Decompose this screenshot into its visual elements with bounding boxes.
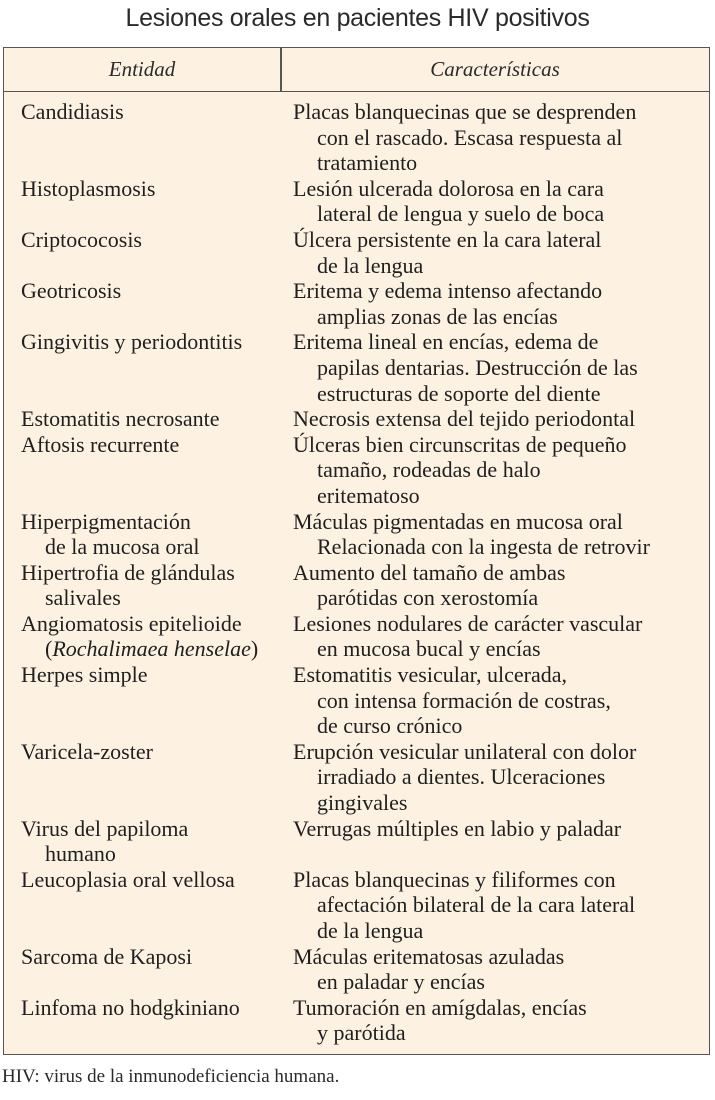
characteristics-cell <box>276 227 708 278</box>
table-row <box>4 662 709 739</box>
characteristics-text: Aumento del tamaño de ambas <box>293 559 566 585</box>
entity-cell <box>4 432 276 509</box>
header-entity: Entidad <box>108 57 176 81</box>
characteristics-cell <box>276 509 708 560</box>
table-row <box>4 176 709 227</box>
characteristics-text: lateral de lengua y suelo de boca <box>317 201 605 227</box>
entity-cell <box>4 227 276 278</box>
table-row <box>4 611 709 662</box>
lesions-table <box>3 47 710 1055</box>
entity-cell <box>4 278 276 329</box>
characteristics-cell <box>276 867 708 944</box>
table-header <box>4 48 709 92</box>
table-row <box>4 739 709 816</box>
entity-text: Hipertrofia de glándulas <box>21 559 235 585</box>
entity-text: Varicela-zoster <box>21 738 153 764</box>
characteristics-text: irradiado a dientes. Ulceraciones <box>317 764 606 790</box>
table-row <box>4 406 709 432</box>
characteristics-text: Máculas eritematosas azuladas <box>293 943 565 969</box>
entity-cell <box>4 560 276 611</box>
characteristics-cell <box>276 816 708 867</box>
entity-text: de la mucosa oral <box>45 534 200 560</box>
characteristics-cell <box>276 176 708 227</box>
entity-cell <box>4 816 276 867</box>
characteristics-text: tamaño, rodeadas de halo <box>317 457 541 483</box>
entity-text: Sarcoma de Kaposi <box>21 943 193 969</box>
characteristics-text: Eritema y edema intenso afectando <box>293 278 603 304</box>
table-row <box>4 99 709 176</box>
characteristics-text: con el rascado. Escasa respuesta al <box>317 124 623 150</box>
entity-text: Leucoplasia oral vellosa <box>21 866 235 892</box>
table-row <box>4 995 709 1046</box>
characteristics-text: parótidas con xerostomía <box>317 585 539 611</box>
characteristics-text: gingivales <box>317 790 408 816</box>
entity-text: Candidiasis <box>21 99 124 124</box>
characteristics-text: Relacionada con la ingesta de retrovir <box>317 534 650 560</box>
entity-cell <box>4 739 276 816</box>
characteristics-text: papilas dentarias. Destrucción de las <box>317 354 638 380</box>
entity-text: Histoplasmosis <box>21 175 156 201</box>
characteristics-text: estructuras de soporte del diente <box>317 380 601 406</box>
characteristics-text: Máculas pigmentadas en mucosa oral <box>293 508 623 534</box>
entity-cell <box>4 611 276 662</box>
characteristics-text: Erupción vesicular unilateral con dolor <box>293 738 637 764</box>
characteristics-text: Placas blanquecinas que se desprenden <box>293 99 637 124</box>
table-row <box>4 278 709 329</box>
entity-text: salivales <box>45 585 121 611</box>
characteristics-text: en paladar y encías <box>317 969 485 995</box>
entity-text: (Rochalimaea henselae) <box>45 636 259 662</box>
table-row <box>4 867 709 944</box>
table-row <box>4 329 709 406</box>
characteristics-text: y parótida <box>317 1020 406 1046</box>
table-title: Lesiones orales en pacientes HIV positivos <box>125 4 590 32</box>
characteristics-text: de la lengua <box>317 918 424 943</box>
entity-cell <box>4 995 276 1046</box>
entity-cell <box>4 99 276 176</box>
characteristics-text: Verrugas múltiples en labio y paladar <box>293 815 622 841</box>
table-row <box>4 816 709 867</box>
entity-text: Criptococosis <box>21 226 142 252</box>
characteristics-text: Tumoración en amígdalas, encías <box>293 994 587 1020</box>
footnote: HIV: virus de la inmunodeficiencia humana. <box>2 1066 340 1087</box>
entity-cell <box>4 406 276 432</box>
entity-text: Virus del papiloma <box>21 815 189 841</box>
characteristics-text: Estomatitis vesicular, ulcerada, <box>293 662 568 688</box>
entity-cell <box>4 662 276 739</box>
entity-cell <box>4 176 276 227</box>
table-row <box>4 560 709 611</box>
table-body <box>4 99 709 1046</box>
entity-cell <box>4 867 276 944</box>
table-row <box>4 509 709 560</box>
characteristics-text: Necrosis extensa del tejido periodontal <box>293 406 636 432</box>
entity-text: Hiperpigmentación <box>21 508 191 534</box>
entity-text: Angiomatosis epitelioide <box>21 610 242 636</box>
characteristics-text: Placas blanquecinas y filiformes con <box>293 866 616 892</box>
entity-text: Geotricosis <box>21 278 122 304</box>
characteristics-cell <box>276 995 708 1046</box>
entity-cell <box>4 329 276 406</box>
header-characteristics: Características <box>430 57 560 81</box>
characteristics-cell <box>276 406 708 432</box>
characteristics-text: con intensa formación de costras, <box>317 687 611 713</box>
table-row <box>4 227 709 278</box>
characteristics-text: de curso crónico <box>317 713 463 739</box>
entity-text: humano <box>45 841 116 867</box>
characteristics-cell <box>276 432 708 509</box>
characteristics-text: de la lengua <box>317 252 424 278</box>
characteristics-text: Úlcera persistente en la cara lateral <box>293 226 602 252</box>
characteristics-cell <box>276 611 708 662</box>
characteristics-text: Eritema lineal en encías, edema de <box>293 329 599 355</box>
entity-text: Estomatitis necrosante <box>21 406 220 432</box>
entity-text: Herpes simple <box>21 662 148 688</box>
characteristics-cell <box>276 662 708 739</box>
table-row <box>4 432 709 509</box>
characteristics-cell <box>276 739 708 816</box>
characteristics-cell <box>276 944 708 995</box>
entity-cell <box>4 944 276 995</box>
characteristics-text: Lesiones nodulares de carácter vascular <box>293 610 643 636</box>
entity-cell <box>4 509 276 560</box>
characteristics-text: Lesión ulcerada dolorosa en la cara <box>293 175 604 201</box>
characteristics-text: tratamiento <box>317 150 418 176</box>
characteristics-cell <box>276 329 708 406</box>
table-row <box>4 944 709 995</box>
characteristics-cell <box>276 278 708 329</box>
characteristics-text: amplias zonas de las encías <box>317 303 558 329</box>
entity-text: Linfoma no hodgkiniano <box>21 994 240 1020</box>
entity-text: Aftosis recurrente <box>21 431 180 457</box>
characteristics-cell <box>276 560 708 611</box>
characteristics-text: afectación bilateral de la cara lateral <box>317 892 636 918</box>
characteristics-text: en mucosa bucal y encías <box>317 636 541 662</box>
characteristics-cell <box>276 99 708 176</box>
entity-text: Gingivitis y periodontitis <box>21 329 243 355</box>
characteristics-text: Úlceras bien circunscritas de pequeño <box>293 431 627 457</box>
characteristics-text: eritematoso <box>317 482 420 508</box>
